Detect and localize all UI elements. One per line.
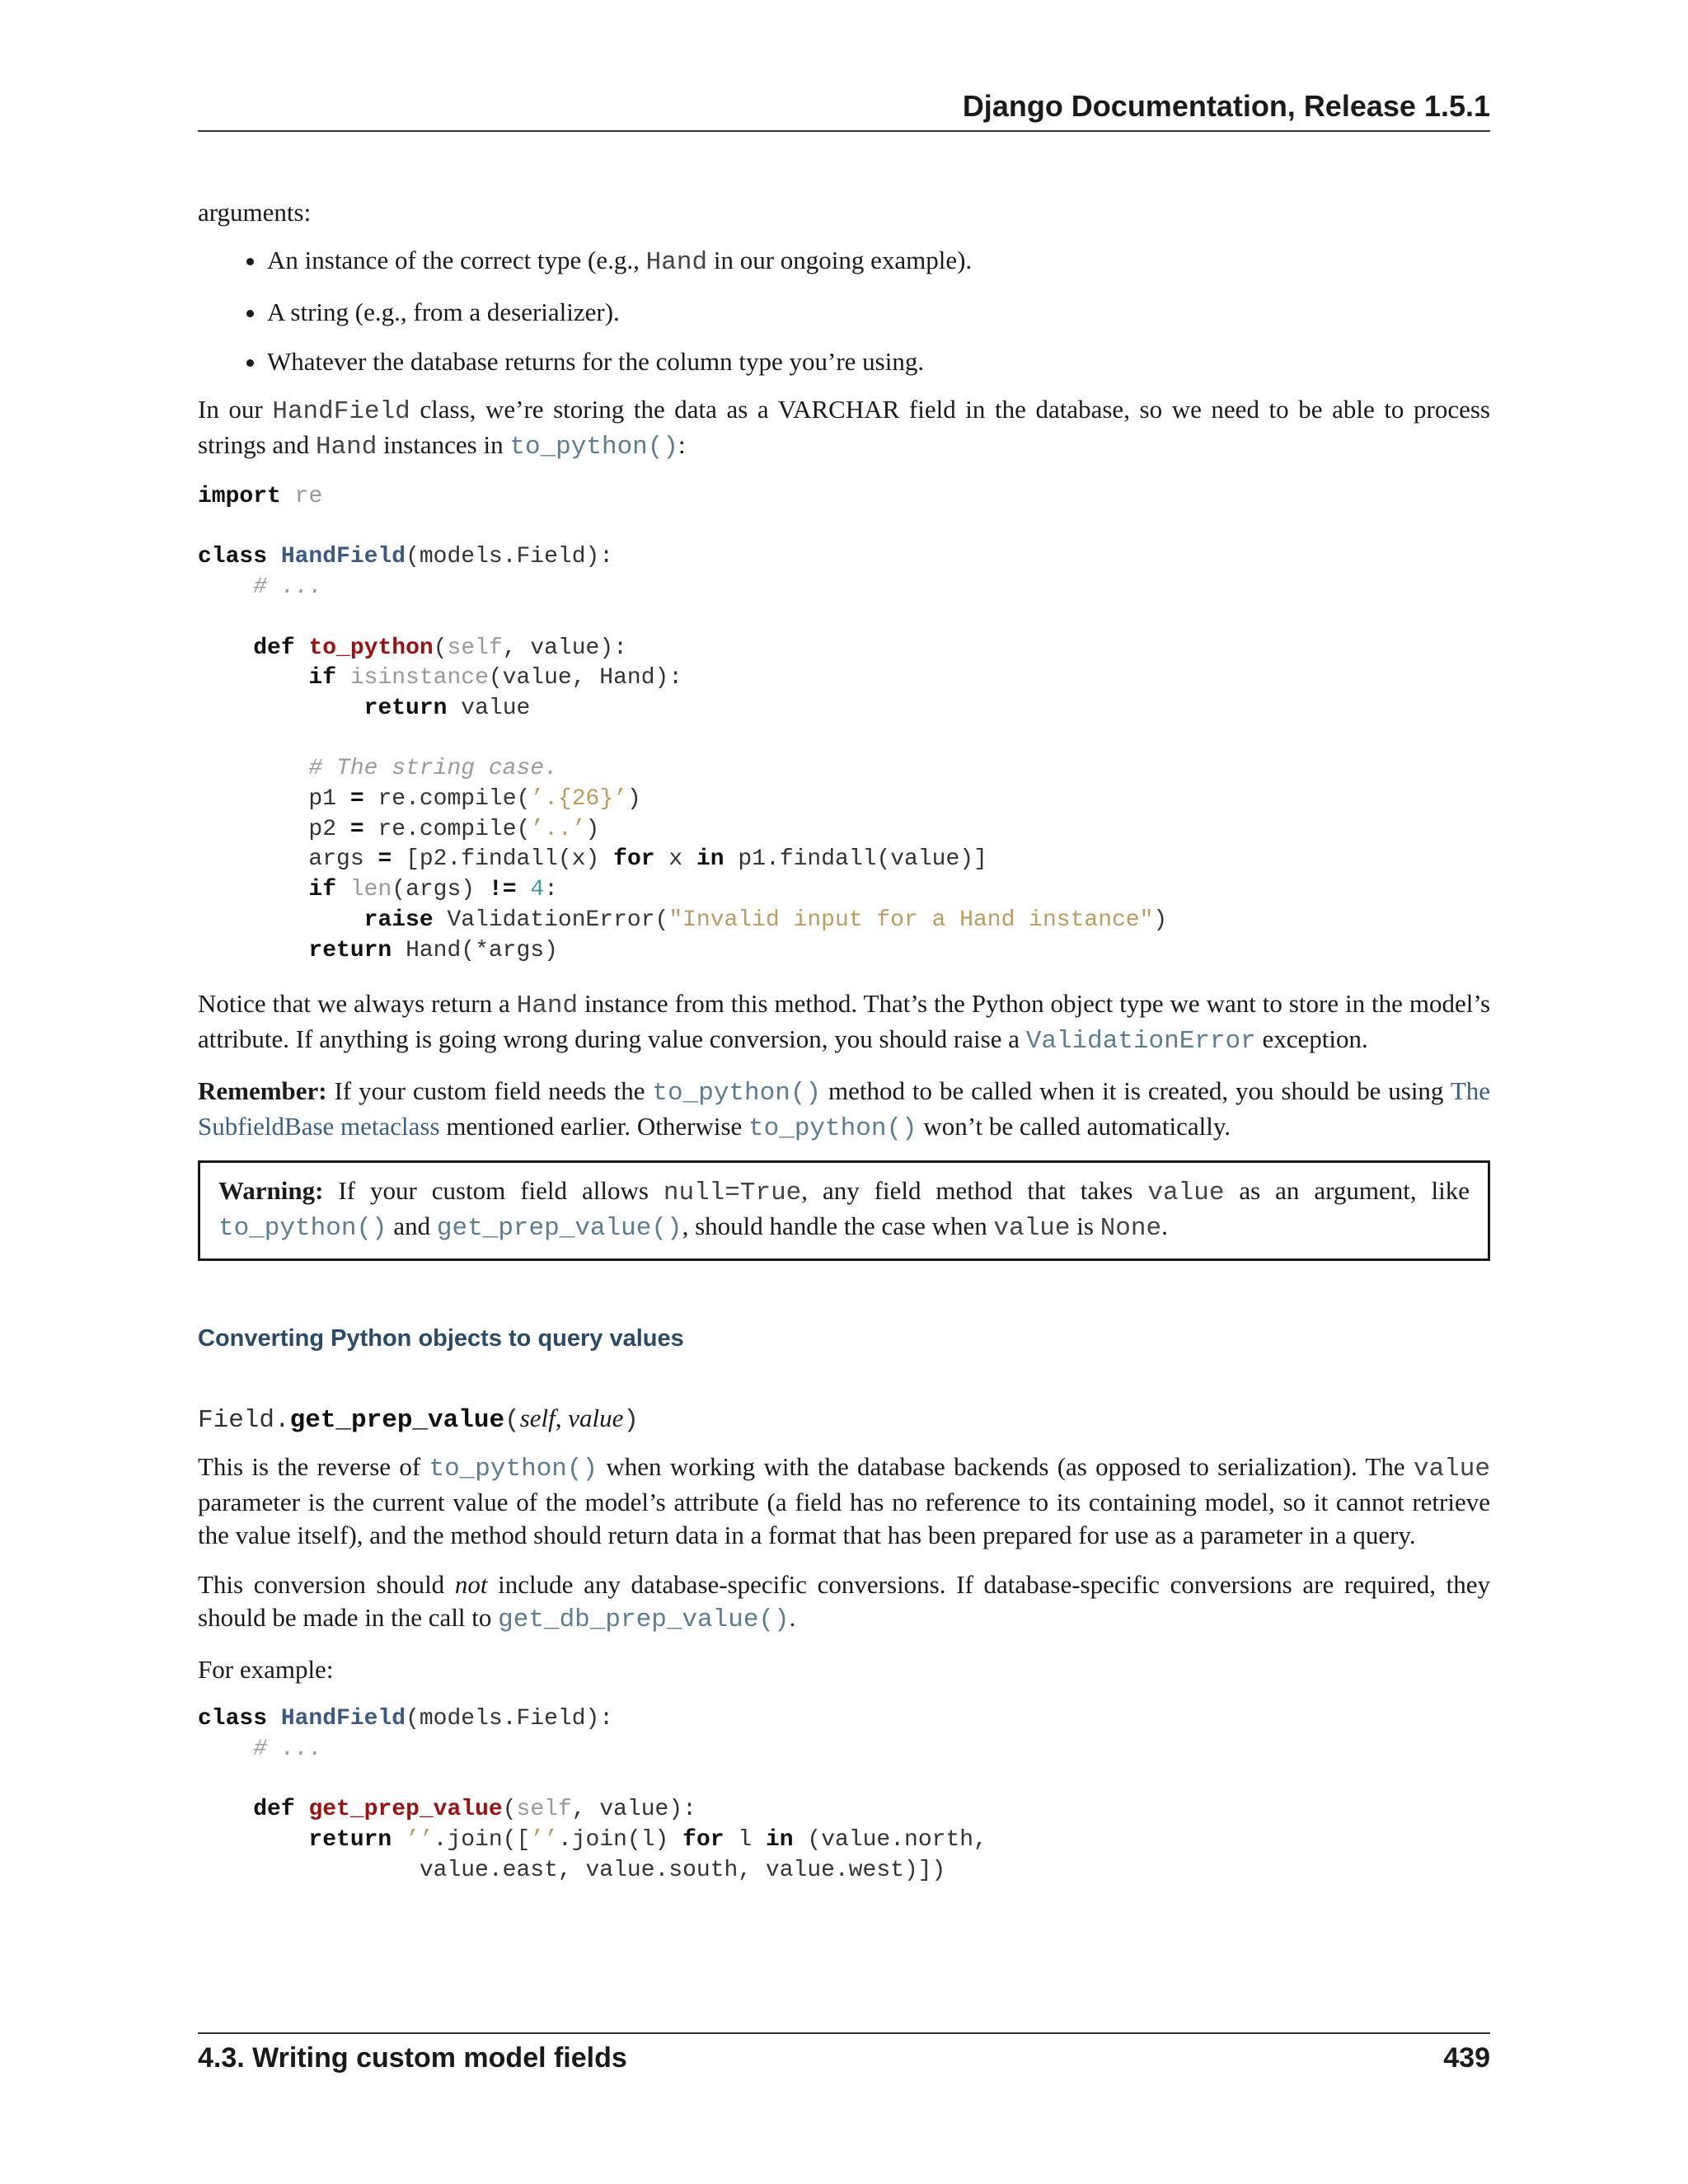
text-run: This is the reverse of <box>198 1452 429 1482</box>
paragraph <box>198 1568 1490 1637</box>
warning-label: Warning: <box>218 1176 324 1206</box>
code-token: (models.Field): <box>406 544 614 570</box>
code-token: p2 <box>308 816 337 842</box>
text-run: instances in <box>377 430 510 459</box>
paragraph <box>198 987 1490 1058</box>
code-token: ) <box>1153 907 1168 933</box>
text-run: and <box>387 1212 437 1241</box>
running-header: Django Documentation, Release 1.5.1 <box>962 89 1490 123</box>
code-string: "Invalid input for a Hand instance" <box>668 907 1154 933</box>
code-token: re.compile( <box>377 786 531 813</box>
signature-paren: ( <box>504 1406 520 1436</box>
inline-code: HandField <box>272 397 410 426</box>
code-token: != <box>488 877 517 903</box>
code-token: ) <box>626 786 641 813</box>
signature-method: get_prep_value <box>289 1406 505 1436</box>
text-run: as an argument, like <box>1224 1176 1470 1206</box>
text-run: . <box>789 1603 796 1633</box>
code-token: return <box>308 1827 392 1854</box>
footer-rule <box>198 2032 1490 2034</box>
code-block-get-prep-value: class HandField(models.Field): # ... def get_prep_value(self, value): return ’’.join([’’.join(l) for l in (value.north, value.east, value.south, value.west)]) <box>198 1706 987 1883</box>
code-comment: # The string case. <box>308 756 558 782</box>
code-token: for <box>682 1827 724 1854</box>
code-token: value <box>461 695 531 721</box>
code-token: self <box>516 1797 572 1823</box>
page-content <box>198 196 1490 1886</box>
inline-code: value <box>1413 1455 1490 1484</box>
code-token: = <box>377 846 392 873</box>
subfieldbase-metaclass-link[interactable]: The SubfieldBase metaclass <box>198 1076 1491 1141</box>
code-comment: # ... <box>253 1736 323 1762</box>
code-token: = <box>349 786 364 813</box>
text-run: Notice that we always return a <box>198 989 517 1019</box>
text-run: when working with the database backends (as opposed to serialization). The <box>598 1452 1414 1482</box>
warning-box <box>198 1160 1490 1261</box>
code-token: : <box>544 877 558 903</box>
code-token: for <box>613 846 655 873</box>
header-rule <box>198 130 1490 132</box>
inline-code: value <box>993 1214 1071 1244</box>
code-token: import <box>198 484 281 509</box>
text-run: An instance of the correct type (e.g., <box>267 246 646 274</box>
code-token: def <box>253 635 295 661</box>
code-token: [p2.findall(x) <box>406 846 600 873</box>
note-label: Remember: <box>198 1076 327 1106</box>
text-run: , any field method that takes <box>801 1176 1148 1206</box>
intro-text: arguments: <box>198 198 312 227</box>
code-string: ’’ <box>530 1827 558 1854</box>
code-token: Hand(*args) <box>406 937 558 963</box>
code-token: self <box>447 635 503 661</box>
code-token: ) <box>585 816 600 842</box>
code-token: .join([ <box>433 1827 531 1854</box>
get-db-prep-value-link[interactable]: get_db_prep_value() <box>498 1605 790 1635</box>
code-token: p1.findall(value)] <box>738 846 987 873</box>
code-comment: # ... <box>253 574 323 601</box>
signature-params: self, value <box>519 1404 624 1433</box>
code-token: if <box>308 877 337 903</box>
code-token: re <box>294 484 323 509</box>
code-token: , value): <box>571 1797 696 1823</box>
to-python-link[interactable]: to_python() <box>218 1214 387 1244</box>
signature-class: Field. <box>198 1406 290 1436</box>
text-run: class, we’re storing the data as a VARCHAR field in the database, so we need to be able to process strings and <box>198 395 1490 459</box>
code-token: (value.north, <box>807 1827 987 1854</box>
text-run: This conversion should <box>198 1570 455 1600</box>
inline-code: null=True <box>663 1179 802 1208</box>
code-token: HandField <box>280 544 406 570</box>
paragraph: For example: <box>198 1655 334 1685</box>
code-token: return <box>363 695 448 721</box>
argument-list <box>198 244 1490 378</box>
warning-text <box>218 1174 1470 1245</box>
get-prep-value-link[interactable]: get_prep_value() <box>436 1214 682 1244</box>
text-run: in our ongoing example). <box>707 246 973 274</box>
to-python-link[interactable]: to_python() <box>429 1455 598 1484</box>
text-run: mentioned earlier. Otherwise <box>439 1112 749 1141</box>
text-run: If your custom field needs the <box>326 1076 653 1106</box>
inline-code: Hand <box>516 991 579 1021</box>
text-run: exception. <box>1255 1024 1368 1054</box>
text-run: include any database-specific conversions. If database-specific conversions are required, they should be made in the call to <box>198 1570 1491 1633</box>
inline-code: Hand <box>315 433 377 462</box>
code-block-to-python: import re class HandField(models.Field): # ... def to_python(self, value): if isinstance(value, Hand): return value # The string case. p1 = re.compile(’.{26}’) p2 = re.compile(’..’) args = [p2.findall(x) for x in p1.findall(value)] if len(args) != 4: raise ValidationError("Invalid input for a Hand instance") return Hand(*args) <box>198 484 1168 963</box>
validation-error-link[interactable]: ValidationError <box>1025 1027 1256 1057</box>
inline-code: Hand <box>645 248 708 277</box>
code-token: in <box>696 846 724 873</box>
code-token: args <box>308 846 364 873</box>
code-token: = <box>349 816 364 842</box>
paragraph <box>198 393 1490 464</box>
code-token: (args) <box>392 877 476 903</box>
code-token: len <box>349 877 392 903</box>
text-run: . <box>1161 1212 1168 1241</box>
section-heading: Converting Python objects to query values <box>198 1325 684 1352</box>
code-token: class <box>198 544 268 570</box>
inline-code: value <box>1147 1179 1225 1208</box>
text-run: is <box>1070 1212 1100 1241</box>
code-token: raise <box>363 907 434 933</box>
emphasis: not <box>454 1570 488 1600</box>
list-item: • A string (e.g., from a deserializer). <box>267 296 1490 329</box>
text-run: parameter is the current value of the model’s attribute (a field has no reference to its containing model, so it cannot retrieve the value itself), and the method should return data in a format that has been prepared for use as a parameter in a query. <box>198 1488 1490 1550</box>
text-run: method to be called when it is created, you should be using <box>821 1076 1451 1106</box>
code-token: def <box>253 1797 295 1823</box>
code-token: , value): <box>502 635 627 661</box>
code-token: if <box>308 665 337 691</box>
text-run: : <box>678 430 686 459</box>
code-string: ’.{26}’ <box>530 786 627 813</box>
code-token: p1 <box>308 786 337 813</box>
method-signature <box>198 1402 1490 1437</box>
to-python-link[interactable]: to_python() <box>652 1079 822 1108</box>
code-token: re.compile( <box>377 816 531 842</box>
remember-note <box>198 1075 1490 1146</box>
code-token: x <box>668 846 683 873</box>
code-token: return <box>308 937 392 963</box>
signature-paren: ) <box>623 1406 639 1436</box>
to-python-link[interactable]: to_python() <box>509 433 678 462</box>
inline-code: None <box>1100 1214 1162 1244</box>
code-token: in <box>766 1827 794 1854</box>
code-token: (value, Hand): <box>488 665 683 691</box>
list-item: • Whatever the database returns for the column type you’re using. <box>267 345 1490 378</box>
paragraph <box>198 1451 1490 1552</box>
text-run: If your custom field allows <box>323 1176 663 1206</box>
code-token: ValidationError( <box>447 907 669 933</box>
code-token: value.east, value.south, value.west)]) <box>419 1857 946 1883</box>
text-run: instance from this method. That’s the Python object type we want to store in the model’s attribute. If anything is going wrong during value conversion, you should raise a <box>198 989 1491 1054</box>
text-run: In our <box>198 395 273 424</box>
page-number: 439 <box>1443 2042 1490 2074</box>
code-token: to_python <box>308 635 434 661</box>
code-token: l <box>738 1827 753 1854</box>
code-token: HandField <box>280 1706 406 1732</box>
code-number: 4 <box>530 877 545 903</box>
to-python-link[interactable]: to_python() <box>748 1114 917 1144</box>
text-run: , should handle the case when <box>682 1212 994 1241</box>
code-token: .join(l) <box>557 1827 669 1854</box>
list-item <box>267 244 1490 279</box>
code-string: ’’ <box>406 1827 434 1854</box>
text-run: won’t be called automatically. <box>917 1112 1231 1141</box>
code-token: (models.Field): <box>406 1706 614 1732</box>
footer-section-title: 4.3. Writing custom model fields <box>198 2042 627 2074</box>
code-string: ’..’ <box>530 816 586 842</box>
code-token: isinstance <box>349 665 489 691</box>
code-token: class <box>198 1706 268 1732</box>
code-token: get_prep_value <box>308 1797 503 1823</box>
